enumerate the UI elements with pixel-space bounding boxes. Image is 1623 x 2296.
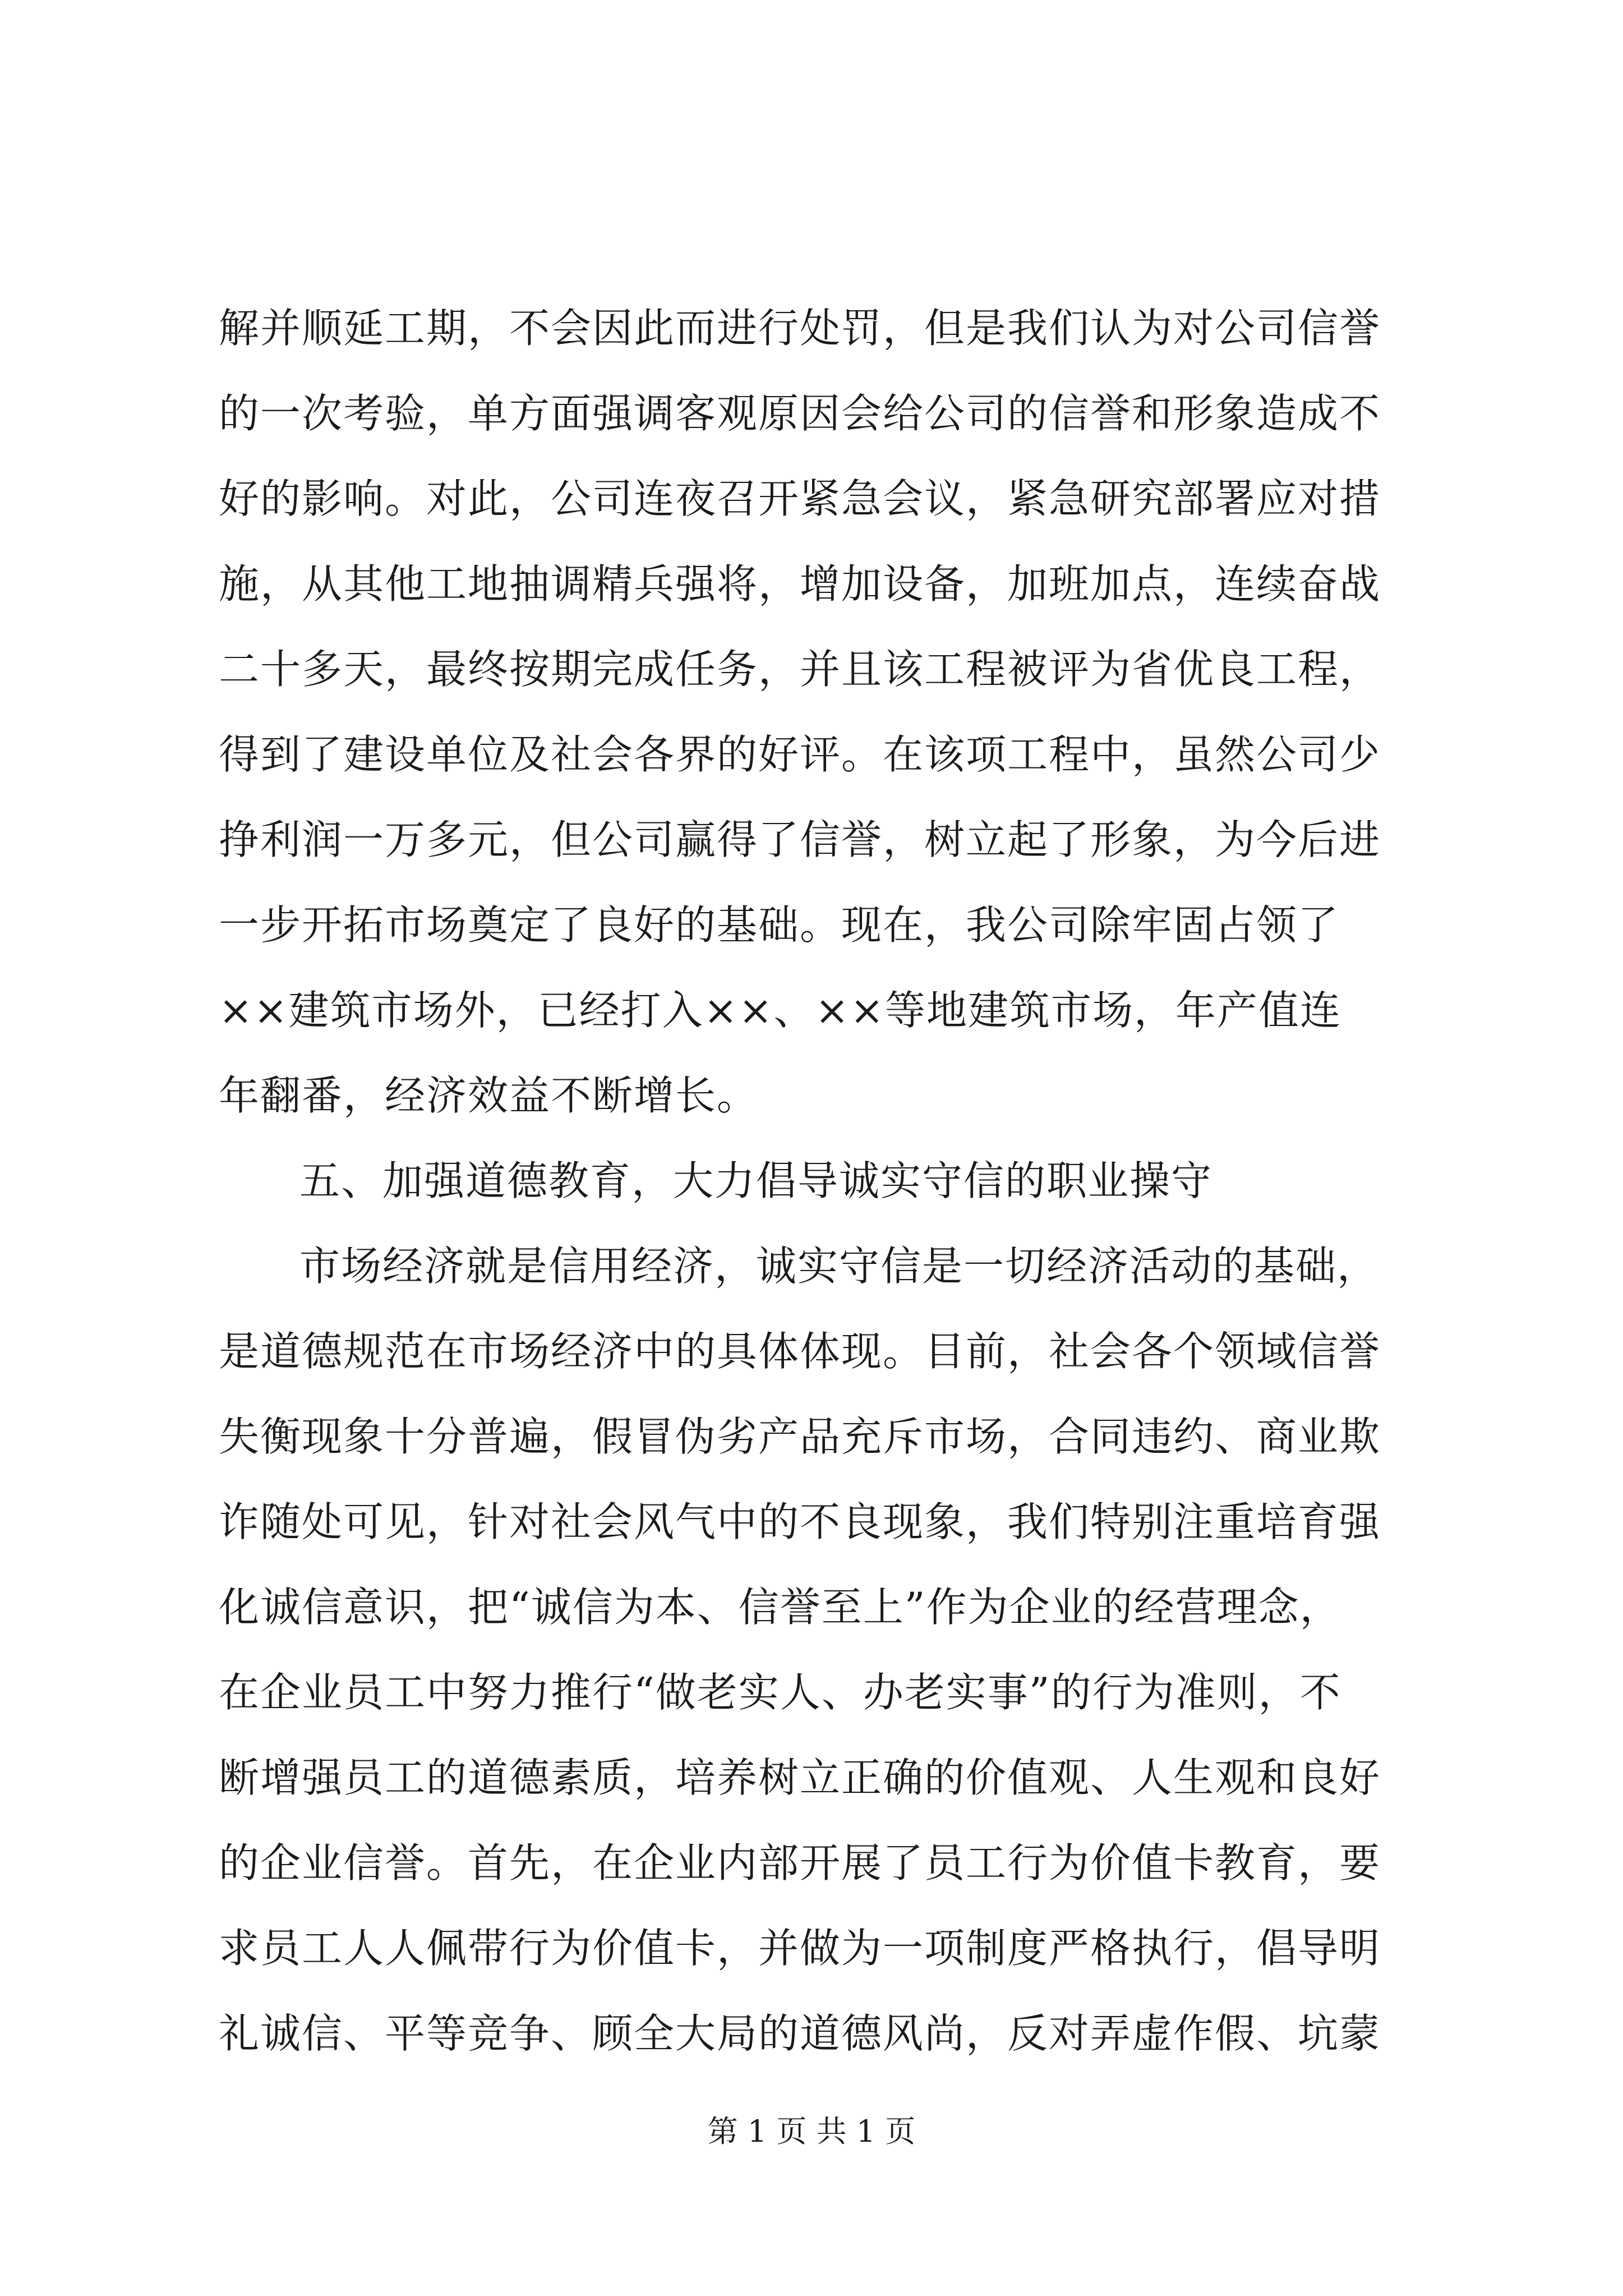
text-line: 的一次考验，单方面强调客观原因会给公司的信誉和形象造成不: [219, 390, 1381, 437]
text-line: 诈随处可见，针对社会风气中的不良现象，我们特别注重培育强: [219, 1498, 1381, 1545]
text-line: 市场经济就是信用经济，诚实守信是一切经济活动的基础，: [299, 1243, 1379, 1290]
text-line: 礼诚信、平等竞争、顾全大局的道德风尚，反对弄虚作假、坑蒙: [219, 2010, 1381, 2057]
text-line: 年翻番，经济效益不断增长。: [219, 1072, 759, 1119]
text-line: 挣利润一万多元，但公司赢得了信誉，树立起了形象，为今后进: [219, 816, 1381, 863]
text-line: 失衡现象十分普遍，假冒伪劣产品充斥市场，合同违约、商业欺: [219, 1413, 1381, 1460]
text-line: 断增强员工的道德素质，培养树立正确的价值观、人生观和良好: [219, 1754, 1381, 1801]
text-line: 的企业信誉。首先，在企业内部开展了员工行为价值卡教育，要: [219, 1839, 1381, 1887]
text-line: 解并顺延工期，不会因此而进行处罚，但是我们认为对公司信誉: [219, 305, 1381, 352]
text-line: 化诚信意识，把“诚信为本、信誉至上”作为企业的经营理念，: [219, 1584, 1341, 1631]
text-line: 五、加强道德教育，大力倡导诚实守信的职业操守: [299, 1157, 1213, 1204]
text-line: 是道德规范在市场经济中的具体体现。目前，社会各个领域信誉: [219, 1328, 1381, 1375]
text-line: 施，从其他工地抽调精兵强将，增加设备，加班加点，连续奋战: [219, 560, 1381, 608]
text-line: 求员工人人佩带行为价值卡，并做为一项制度严格执行，倡导明: [219, 1925, 1381, 1972]
page-footer: 第 1 页 共 1 页: [707, 2114, 916, 2149]
text-line: 二十多天，最终按期完成任务，并且该工程被评为省优良工程，: [219, 646, 1381, 693]
text-line: 在企业员工中努力推行“做老实人、办老实事”的行为准则，不: [219, 1669, 1341, 1716]
text-line: ××建筑市场外，已经打入××、××等地建筑市场，年产值连: [219, 987, 1341, 1034]
text-line: 得到了建设单位及社会各界的好评。在该项工程中，虽然公司少: [219, 731, 1381, 778]
text-line: 好的影响。对此，公司连夜召开紧急会议，紧急研究部署应对措: [219, 475, 1381, 522]
text-line: 一步开拓市场奠定了良好的基础。现在，我公司除牢固占领了: [219, 901, 1340, 949]
